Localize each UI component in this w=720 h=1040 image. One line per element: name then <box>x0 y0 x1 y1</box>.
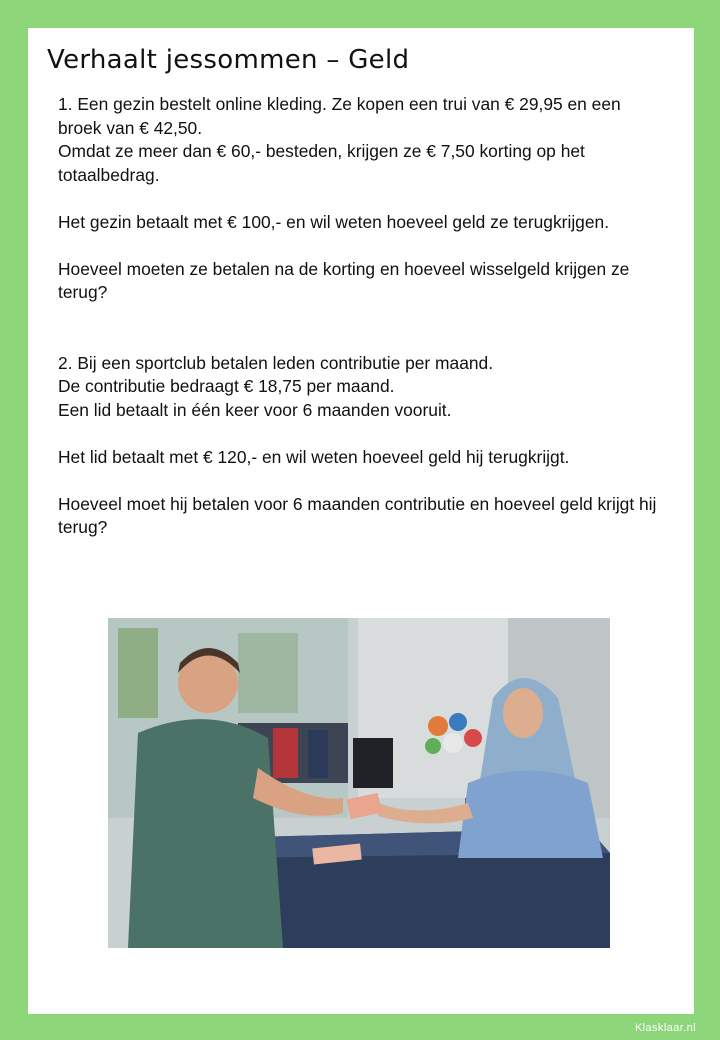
footer-brand: Klasklaar.nl <box>634 1022 696 1034</box>
problem1-intro: 1. Een gezin bestelt online kleding. Ze kopen een trui van € 29,95 en een broek van € 42,50. <box>58 94 621 138</box>
problem1-question: Hoeveel moeten ze betalen na de korting en hoeveel wisselgeld krijgen ze terug? <box>58 258 630 302</box>
problem2-prepay: Een lid betaalt in één keer voor 6 maanden vooruit. <box>58 399 452 420</box>
problems-content <box>58 93 668 540</box>
problem2-intro: 2. Bij een sportclub betalen leden contributie per maand. <box>58 352 494 373</box>
problem1-payment: Het gezin betaalt met € 100,- en wil weten hoeveel geld ze terugkrijgen. <box>58 211 610 232</box>
problem2-question: Hoeveel moet hij betalen voor 6 maanden contributie en hoeveel geld krijgt hij terug? <box>58 493 657 537</box>
shop-counter-photo <box>108 618 610 948</box>
problem1-discount: Omdat ze meer dan € 60,- besteden, krijgen ze € 7,50 korting op het totaalbedrag. <box>58 141 585 185</box>
problem2-fee: De contributie bedraagt € 18,75 per maand. <box>58 376 395 396</box>
worksheet-page <box>28 28 694 1014</box>
problem2-payment: Het lid betaalt met € 120,- en wil weten hoeveel geld hij terugkrijgt. <box>58 446 570 467</box>
page-title: Verhaalt jessommen – Geld <box>47 45 410 75</box>
